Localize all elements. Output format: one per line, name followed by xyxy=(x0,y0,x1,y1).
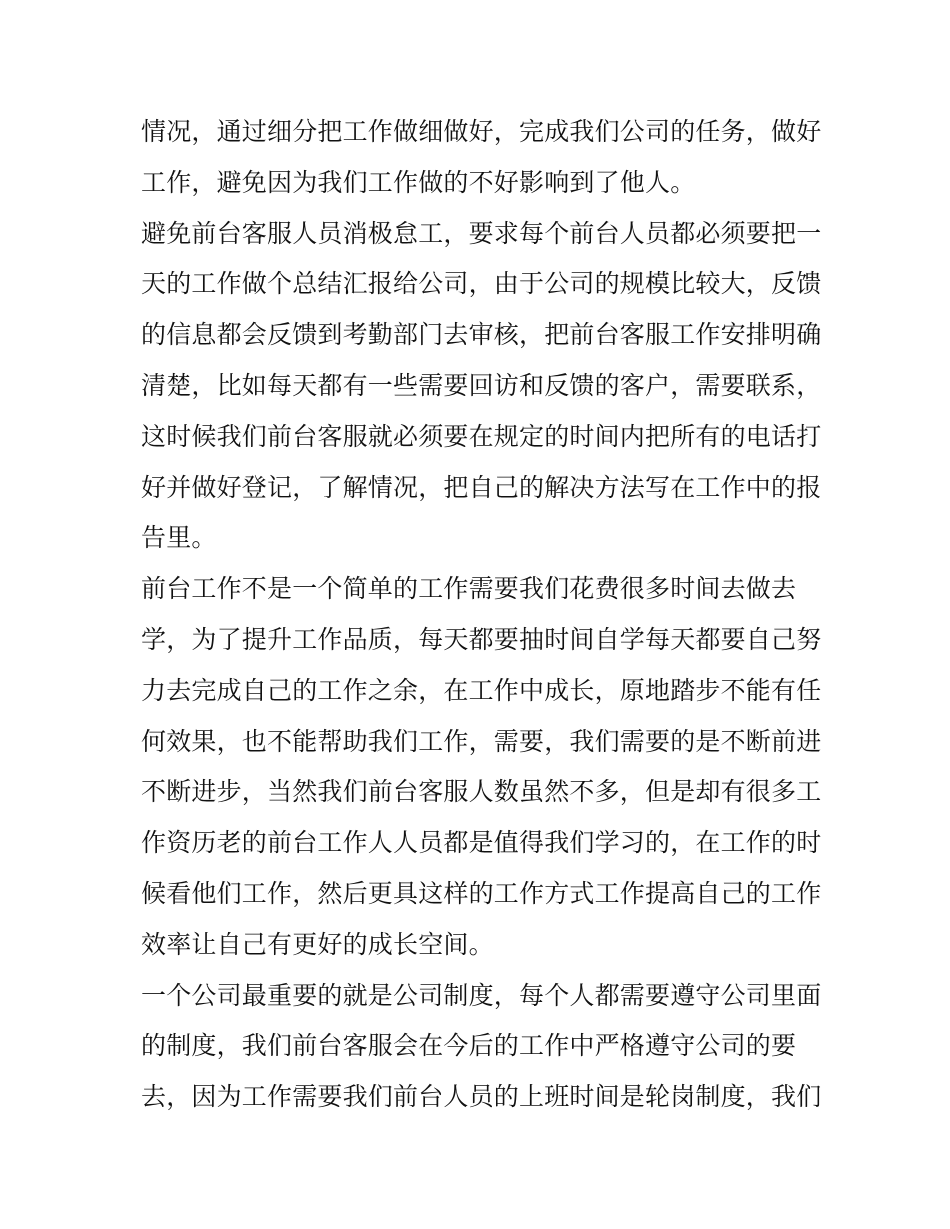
text-line: 学，为了提升工作品质，每天都要抽时间自学每天都要自己努 xyxy=(141,624,822,654)
text-line: 何效果，也不能帮助我们工作，需要，我们需要的是不断前进 xyxy=(141,726,822,756)
document-body xyxy=(141,107,821,1123)
text-line: 不断进步，当然我们前台客服人数虽然不多，但是却有很多工 xyxy=(141,777,822,807)
text-line: 情况，通过细分把工作做细做好，完成我们公司的任务，做好 xyxy=(141,117,822,146)
text-line: 前台工作不是一个简单的工作需要我们花费很多时间去做去 xyxy=(141,574,797,604)
text-line: 的信息都会反馈到考勤部门去审核，把前台客服工作安排明确 xyxy=(141,320,822,350)
text-line: 这时候我们前台客服就必须要在规定的时间内把所有的电话打 xyxy=(141,421,822,451)
paragraph xyxy=(141,107,821,209)
text-line: 候看他们工作，然后更具这样的工作方式工作提高自己的工作 xyxy=(141,878,822,908)
text-line: 告里。 xyxy=(141,523,217,553)
text-line: 天的工作做个总结汇报给公司，由于公司的规模比较大，反馈 xyxy=(141,269,822,299)
text-line: 工作，避免因为我们工作做的不好影响到了他人。 xyxy=(141,167,696,197)
text-line: 力去完成自己的工作之余，在工作中成长，原地踏步不能有任 xyxy=(141,675,822,705)
text-line: 避免前台客服人员消极怠工，要求每个前台人员都必须要把一 xyxy=(141,218,822,248)
text-line: 去，因为工作需要我们前台人员的上班时间是轮岗制度，我们 xyxy=(141,1082,822,1112)
paragraph xyxy=(141,209,821,565)
text-line: 作资历老的前台工作人人员都是值得我们学习的，在工作的时 xyxy=(141,828,822,858)
text-line: 清楚，比如每天都有一些需要回访和反馈的客户，需要联系， xyxy=(141,370,822,400)
paragraph xyxy=(141,971,821,1123)
text-line: 一个公司最重要的就是公司制度，每个人都需要遵守公司里面 xyxy=(141,980,822,1010)
text-line: 好并做好登记，了解情况，把自己的解决方法写在工作中的报 xyxy=(141,472,822,502)
text-line: 效率让自己有更好的成长空间。 xyxy=(141,929,494,959)
text-line: 的制度，我们前台客服会在今后的工作中严格遵守公司的要 xyxy=(141,1031,797,1061)
paragraph xyxy=(141,564,821,970)
